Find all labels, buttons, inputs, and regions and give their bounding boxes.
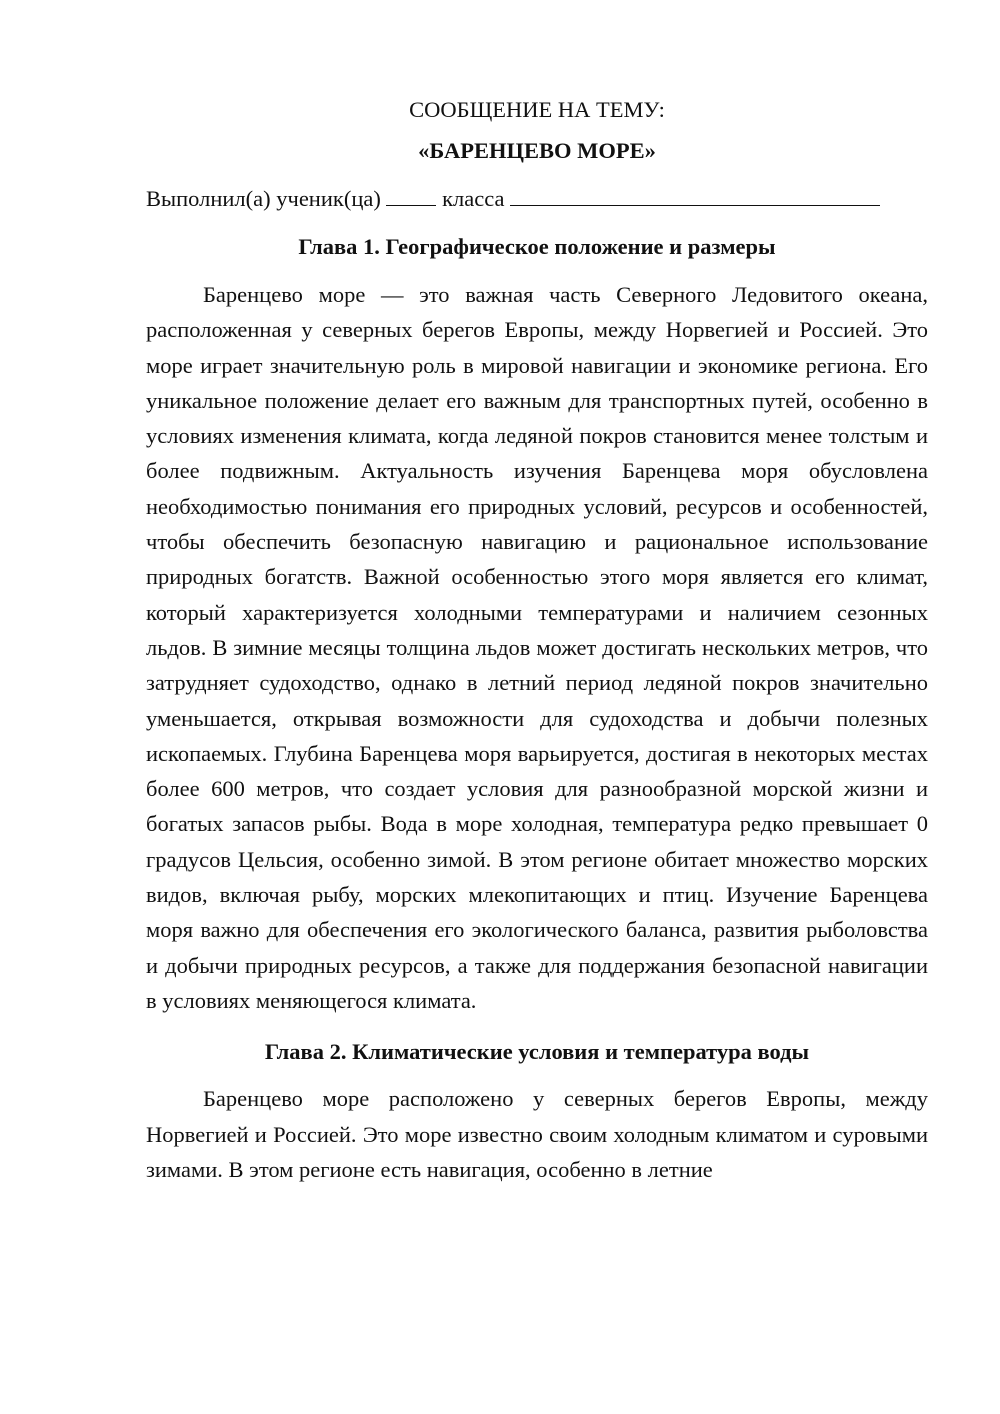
class-label: класса bbox=[436, 186, 511, 211]
class-blank bbox=[510, 185, 880, 206]
grade-blank bbox=[386, 185, 436, 206]
chapter-1-text: Баренцево море — это важная часть Северного Ледовитого океана, расположенная у северных берегов Европы, между Норвегией и Россией. Это море играет значительную роль в мировой навигации и экономике региона. Его уникальное положение делает его важным для транспортных путей, особенно в условиях изменения климата, когда ледяной покров становится менее толстым и более подвижным. Актуальность изучения Баренцева моря обусловлена необходимостью понимания его природных условий, ресурсов и особенностей, чтобы обеспечить безопасную навигацию и рациональное использование природных богатств. Важной особенностью этого моря является его климат, который характеризуется холодными температурами и наличием сезонных льдов. В зимние месяцы толщина льдов может достигать нескольких метров, что затрудняет судоходство, однако в летний период ледяной покров значительно уменьшается, открывая возможности для судоходства и добычи полезных ископаемых. Глубина Баренцева моря варьируется, достигая в некоторых местах более 600 метров, что создает условия для разнообразной морской жизни и богатых запасов рыбы. Вода в море холодная, температура редко превышает 0 градусов Цельсия, особенно зимой. В этом регионе обитает множество морских видов, включая рыбу, морских млекопитающих и птиц. Изучение Баренцева моря важно для обеспечения его экологического баланса, развития рыболовства и добычи природных ресурсов, а также для поддержания безопасной навигации в условиях меняющегося климата. bbox=[146, 282, 928, 1013]
chapter-1-heading: Глава 1. Географическое положение и размеры bbox=[298, 234, 776, 259]
author-line bbox=[146, 185, 928, 213]
author-label: Выполнил(а) ученик(ца) bbox=[146, 186, 387, 211]
document-title: СООБЩЕНИЕ НА ТЕМУ: bbox=[409, 97, 665, 122]
document-page bbox=[146, 90, 928, 1187]
chapter-2-heading: Глава 2. Климатические условия и температура воды bbox=[264, 1039, 810, 1065]
document-subject: «БАРЕНЦЕВО МОРЕ» bbox=[418, 138, 656, 163]
chapter-2-text: Баренцево море расположено у северных берегов Европы, между Норвегией и Россией. Это море известно своим холодным климатом и суровыми зимами. В этом регионе есть навигация, особенно в летние bbox=[146, 1086, 928, 1182]
